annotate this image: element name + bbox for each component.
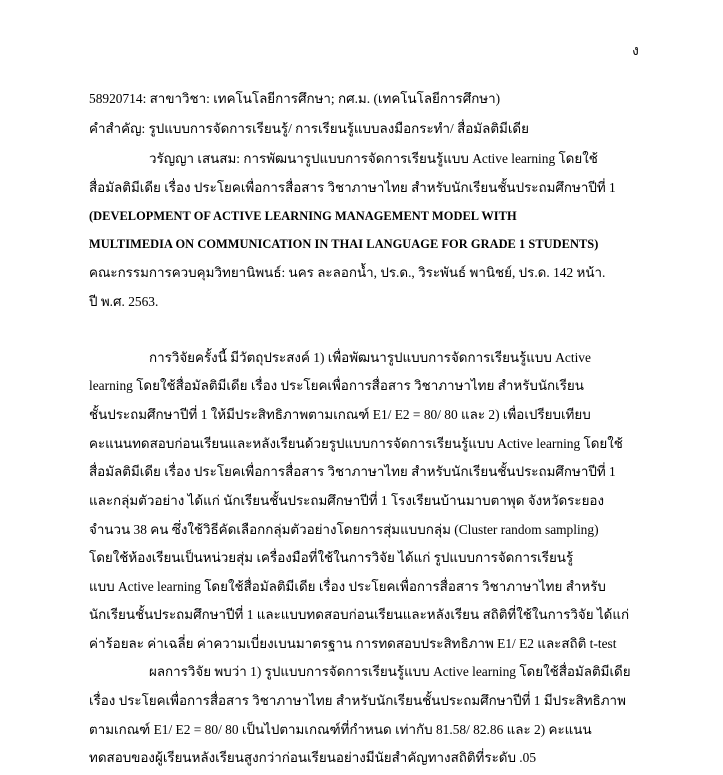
abstract-line: แบบ Active learning โดยใช้สื่อมัลติมีเดีย เรื่อง ประโยคเพื่อการสื่อสาร วิชาภาษาไทย สำหรับ — [89, 579, 606, 594]
abstract-line: learning โดยใช้สื่อมัลติมีเดีย เรื่อง ประโยคเพื่อการสื่อสาร วิชาภาษาไทย สำหรับนักเรียน — [89, 378, 584, 393]
page-number: ง — [632, 44, 639, 59]
abstract-line: จำนวน 38 คน ซึ่งใช้วิธีคัดเลือกกลุ่มตัวอย่างโดยการสุ่มแบบกลุ่ม (Cluster random sampling) — [89, 522, 599, 537]
results-line: ทดสอบของผู้เรียนหลังเรียนสูงกว่าก่อนเรียนอย่างมีนัยสำคัญทางสถิติที่ระดับ .05 — [89, 750, 537, 765]
abstract-line: นักเรียนชั้นประถมศึกษาปีที่ 1 และแบบทดสอบก่อนเรียนและหลังเรียน สถิติที่ใช้ในการวิจัย ได้แก่ — [89, 607, 630, 622]
abstract-line: โดยใช้ห้องเรียนเป็นหน่วยสุ่ม เครื่องมือที่ใช้ในการวิจัย ได้แก่ รูปแบบการจัดการเรียนรู้ — [89, 550, 574, 565]
results-line: เรื่อง ประโยคเพื่อการสื่อสาร วิชาภาษาไทย สำหรับนักเรียนชั้นประถมศึกษาปีที่ 1 มีประสิทธิภาพ — [89, 693, 626, 708]
results-line: ตามเกณฑ์ E1/ E2 = 80/ 80 เป็นไปตามเกณฑ์ที่กำหนด เท่ากับ 81.58/ 82.86 และ 2) คะแนน — [89, 722, 592, 737]
results-line: ผลการวิจัย พบว่า 1) รูปแบบการจัดการเรียนรู้แบบ Active learning โดยใช้สื่อมัลติมีเดีย — [149, 664, 631, 679]
citation-line-2: สื่อมัลติมีเดีย เรื่อง ประโยคเพื่อการสื่อสาร วิชาภาษาไทย สำหรับนักเรียนชั้นประถมศึกษาปีที่ 1 — [89, 180, 616, 195]
english-title-line-2: MULTIMEDIA ON COMMUNICATION IN THAI LANGUAGE FOR GRADE 1 STUDENTS) — [89, 237, 599, 251]
abstract-line: สื่อมัลติมีเดีย เรื่อง ประโยคเพื่อการสื่อสาร วิชาภาษาไทย สำหรับนักเรียนชั้นประถมศึกษาปีที่ 1 — [89, 464, 616, 479]
student-line: 58920714: สาขาวิชา: เทคโนโลยีการศึกษา; กศ.ม. (เทคโนโลยีการศึกษา) — [89, 91, 501, 106]
english-title-line-1: (DEVELOPMENT OF ACTIVE LEARNING MANAGEMENT MODEL WITH — [89, 209, 517, 223]
committee-line: คณะกรรมการควบคุมวิทยานิพนธ์: นคร ละลอกน้ำ, ปร.ด., วิระพันธ์ พานิชย์, ปร.ด. 142 หน้า. — [89, 265, 606, 280]
keywords-line: คำสำคัญ: รูปแบบการจัดการเรียนรู้/ การเรียนรู้แบบลงมือกระทำ/ สื่อมัลติมีเดีย — [89, 121, 529, 136]
year-line: ปี พ.ศ. 2563. — [89, 294, 159, 309]
abstract-line: ชั้นประถมศึกษาปีที่ 1 ให้มีประสิทธิภาพตามเกณฑ์ E1/ E2 = 80/ 80 และ 2) เพื่อเปรียบเทียบ — [89, 407, 591, 422]
abstract-line: และกลุ่มตัวอย่าง ได้แก่ นักเรียนชั้นประถมศึกษาปีที่ 1 โรงเรียนบ้านมาบตาพุด จังหวัดระยอง — [89, 493, 604, 508]
citation-line-1: วรัญญา เสนสม: การพัฒนารูปแบบการจัดการเรียนรู้แบบ Active learning โดยใช้ — [149, 151, 598, 166]
abstract-line: การวิจัยครั้งนี้ มีวัตถุประสงค์ 1) เพื่อพัฒนารูปแบบการจัดการเรียนรู้แบบ Active — [149, 350, 591, 365]
abstract-line: คะแนนทดสอบก่อนเรียนและหลังเรียนด้วยรูปแบบการจัดการเรียนรู้แบบ Active learning โดยใช้ — [89, 436, 623, 451]
abstract-line: ค่าร้อยละ ค่าเฉลี่ย ค่าความเบี่ยงเบนมาตรฐาน การทดสอบประสิทธิภาพ E1/ E2 และสถิติ t-test — [89, 636, 617, 651]
